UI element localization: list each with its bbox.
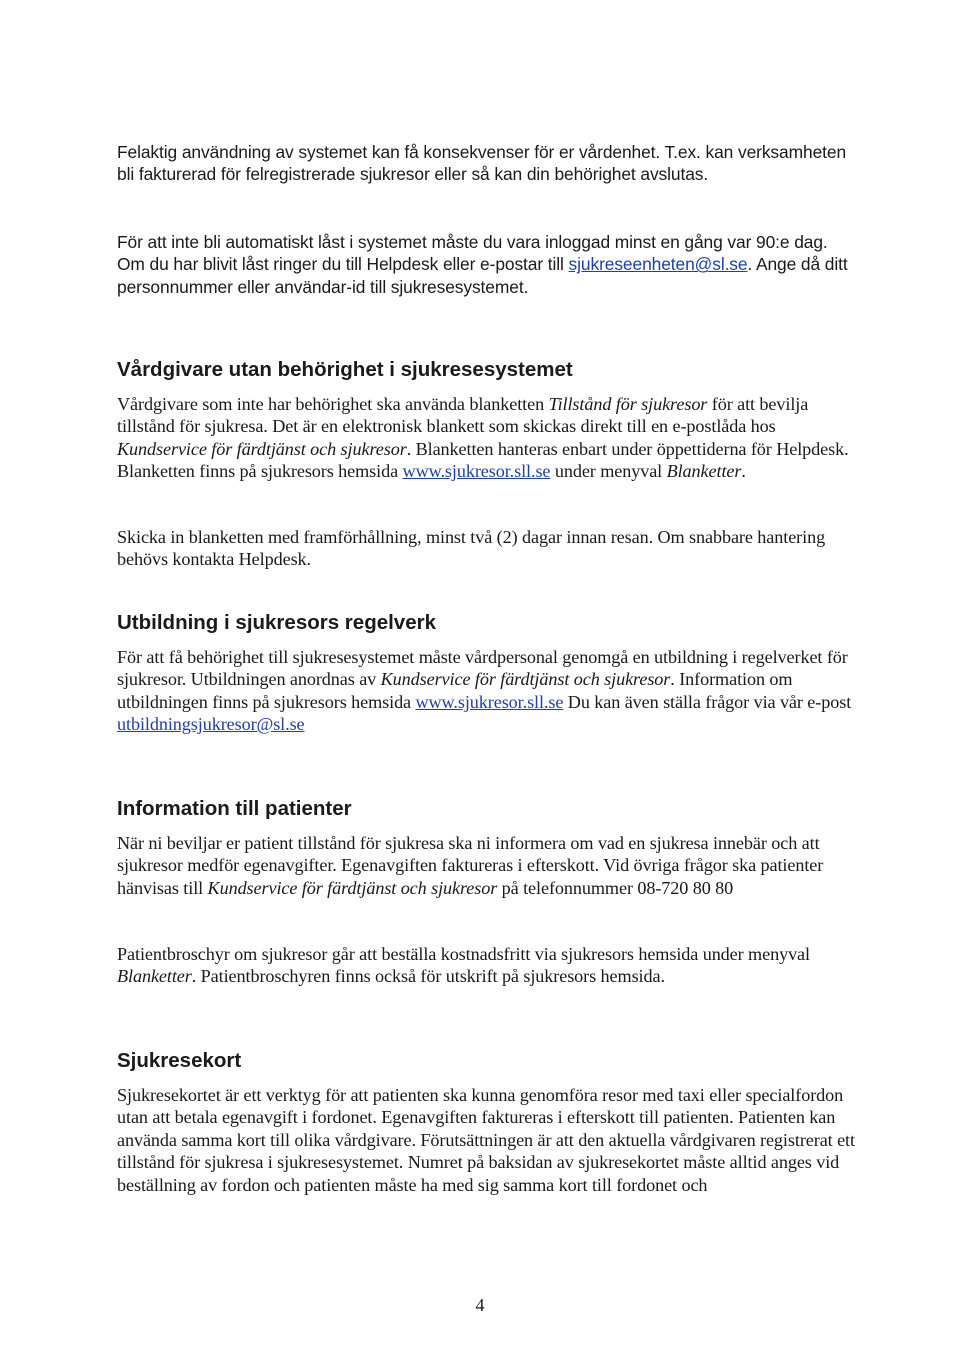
heading-sjukresekort: Sjukresekort	[117, 1049, 242, 1072]
s1-blanketter: Blanketter	[666, 461, 742, 482]
intro-text-2a: För att inte bli automatiskt låst i systemet måste du vara inloggad minst en gång var 90:e dag. Om du har blivit låst ringer du till Helpdesk eller e-postar till	[117, 232, 828, 275]
sjukreseenheten-email-link[interactable]: sjukreseenheten@sl.se	[568, 254, 748, 275]
sjukresor-website-link[interactable]: www.sjukresor.sll.se	[402, 461, 551, 482]
intro-text-2b: . Ange då ditt personnummer eller användar-id till sjukresesystemet.	[117, 254, 848, 297]
section2-paragraph-1	[117, 646, 857, 736]
s1-text-2: Skicka in blanketten med framförhållning, minst två (2) dagar innan resan. Om snabbare hantering behövs kontakta Helpdesk.	[117, 527, 826, 570]
s1-text-a: Vårdgivare som inte har behörighet ska använda blanketten	[117, 394, 549, 414]
heading-vardgivare: Vårdgivare utan behörighet i sjukresesystemet	[117, 358, 573, 381]
utbildning-email-link[interactable]: utbildningsjukresor@sl.se	[117, 714, 305, 735]
intro-text-1: Felaktig användning av systemet kan få konsekvenser för er vårdenhet. T.ex. kan verksamheten bli fakturerad för felregistrerade sjukresor eller så kan din behörighet avslutas.	[117, 142, 847, 185]
s1-form-name: Tillstånd för sjukresor	[548, 394, 708, 414]
s1-text-b: för att bevilja tillstånd för sjukresa. Det är en elektronisk blankett som skickas direkt till en e-postlåda hos	[117, 394, 809, 437]
s1-text-c: . Blanketten hanteras enbart under öppettiderna för Helpdesk. Blanketten finns på sjukresors hemsida	[117, 438, 849, 482]
s1-text-e: .	[741, 461, 746, 482]
section3-paragraph-2	[117, 943, 857, 988]
s2-text-b: . Information om utbildningen finns på sjukresors hemsida	[117, 669, 793, 712]
s2-text-a: För att få behörighet till sjukresesystemet måste vårdpersonal genomgå en utbildning i regelverket för sjukresor. Utbildningen anordnas av	[117, 647, 848, 690]
s3-text-a: När ni beviljar er patient tillstånd för sjukresa ska ni informera om vad en sjukresa innebär och att sjukresor medför egenavgifter. Egenavgiften faktureras i efterskott. Vid övriga frågor ska patienter hänvisas till	[117, 833, 824, 898]
s3-text-2b: . Patientbroschyren finns också för utskrift på sjukresors hemsida.	[191, 966, 665, 987]
s3-kundservice: Kundservice för färdtjänst och sjukresor	[207, 877, 498, 898]
s1-text-d: under menyval	[550, 461, 667, 482]
section3-paragraph-1	[117, 832, 857, 899]
intro-paragraph-1	[117, 141, 857, 186]
s1-kundservice: Kundservice för färdtjänst och sjukresor	[117, 438, 407, 459]
s2-kundservice: Kundservice för färdtjänst och sjukresor	[380, 669, 671, 690]
section1-paragraph-2	[117, 526, 857, 571]
sjukresor-website-link-2[interactable]: www.sjukresor.sll.se	[415, 691, 564, 712]
intro-paragraph-2	[117, 231, 857, 298]
s2-text-c: Du kan även ställa frågor via vår e-post	[563, 691, 852, 712]
s4-text: Sjukresekortet är ett verktyg för att patienten ska kunna genomföra resor med taxi eller specialfordon utan att betala egenavgift i fordonet. Egenavgiften faktureras i efterskott till patienten. Patienten kan använda samma kort till olika vårdgivare. Förutsättningen är att den aktuella vårdgivaren registrerat ett tillstånd för sjukresa i sjukresesystemet. Numret på baksidan av sjukresekortet måste alltid anges vid beställning av fordon och patienten måste ha med sig samma kort till fordonet och	[117, 1085, 855, 1195]
section4-paragraph-1	[117, 1084, 857, 1196]
section1-paragraph-1	[117, 393, 857, 483]
heading-utbildning: Utbildning i sjukresors regelverk	[117, 611, 436, 634]
page-number: 4	[475, 1295, 485, 1315]
s3-blanketter: Blanketter	[117, 966, 192, 987]
heading-information-patienter: Information till patienter	[117, 797, 352, 820]
s3-text-b: på telefonnummer 08-720 80 80	[497, 877, 734, 898]
s3-text-2a: Patientbroschyr om sjukresor går att beställa kostnadsfritt via sjukresors hemsida under menyval	[117, 944, 810, 964]
